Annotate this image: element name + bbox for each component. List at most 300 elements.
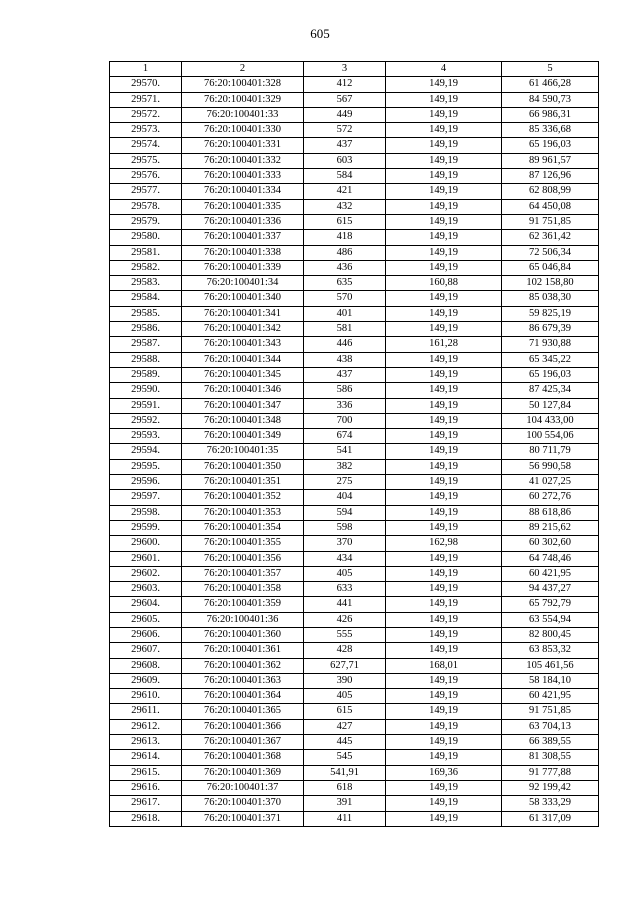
value-cell: 59 825,19 xyxy=(502,306,599,321)
area-cell: 418 xyxy=(304,230,386,245)
rate-cell: 149,19 xyxy=(386,643,502,658)
row-number-cell: 29610. xyxy=(110,689,182,704)
row-number-cell: 29594. xyxy=(110,444,182,459)
area-cell: 437 xyxy=(304,138,386,153)
cadastral-number-cell: 76:20:100401:362 xyxy=(182,658,304,673)
area-cell: 486 xyxy=(304,245,386,260)
table-row xyxy=(110,276,599,291)
row-number-cell: 29578. xyxy=(110,199,182,214)
rate-cell: 149,19 xyxy=(386,566,502,581)
value-cell: 87 126,96 xyxy=(502,169,599,184)
rate-cell: 149,19 xyxy=(386,459,502,474)
area-cell: 567 xyxy=(304,92,386,107)
value-cell: 56 990,58 xyxy=(502,459,599,474)
value-cell: 92 199,42 xyxy=(502,780,599,795)
area-cell: 700 xyxy=(304,413,386,428)
value-cell: 88 618,86 xyxy=(502,505,599,520)
cadastral-number-cell: 76:20:100401:331 xyxy=(182,138,304,153)
table-row xyxy=(110,429,599,444)
row-number-cell: 29600. xyxy=(110,536,182,551)
rate-cell: 149,19 xyxy=(386,520,502,535)
cadastral-number-cell: 76:20:100401:361 xyxy=(182,643,304,658)
table-row xyxy=(110,214,599,229)
value-cell: 63 853,32 xyxy=(502,643,599,658)
rate-cell: 149,19 xyxy=(386,582,502,597)
cadastral-number-cell: 76:20:100401:367 xyxy=(182,735,304,750)
page-number: 605 xyxy=(310,26,330,41)
row-number-cell: 29582. xyxy=(110,260,182,275)
rate-cell: 149,19 xyxy=(386,306,502,321)
area-cell: 432 xyxy=(304,199,386,214)
cadastral-number-cell: 76:20:100401:355 xyxy=(182,536,304,551)
value-cell: 61 466,28 xyxy=(502,77,599,92)
rate-cell: 149,19 xyxy=(386,153,502,168)
cadastral-number-cell: 76:20:100401:33 xyxy=(182,107,304,122)
table-row xyxy=(110,689,599,704)
rate-cell: 149,19 xyxy=(386,367,502,382)
rate-cell: 149,19 xyxy=(386,490,502,505)
row-number-cell: 29614. xyxy=(110,750,182,765)
rate-cell: 149,19 xyxy=(386,245,502,260)
cadastral-number-cell: 76:20:100401:328 xyxy=(182,77,304,92)
cadastral-number-cell: 76:20:100401:365 xyxy=(182,704,304,719)
cadastral-number-cell: 76:20:100401:349 xyxy=(182,429,304,444)
area-cell: 615 xyxy=(304,704,386,719)
area-cell: 615 xyxy=(304,214,386,229)
table-row xyxy=(110,780,599,795)
area-cell: 594 xyxy=(304,505,386,520)
value-cell: 100 554,06 xyxy=(502,429,599,444)
row-number-cell: 29585. xyxy=(110,306,182,321)
rate-cell: 161,28 xyxy=(386,337,502,352)
table-row xyxy=(110,520,599,535)
rate-cell: 168,01 xyxy=(386,658,502,673)
area-cell: 370 xyxy=(304,536,386,551)
area-cell: 412 xyxy=(304,77,386,92)
cadastral-number-cell: 76:20:100401:358 xyxy=(182,582,304,597)
value-cell: 87 425,34 xyxy=(502,383,599,398)
value-cell: 66 986,31 xyxy=(502,107,599,122)
cadastral-number-cell: 76:20:100401:352 xyxy=(182,490,304,505)
rate-cell: 149,19 xyxy=(386,597,502,612)
value-cell: 64 748,46 xyxy=(502,551,599,566)
rate-cell: 162,98 xyxy=(386,536,502,551)
value-cell: 72 506,34 xyxy=(502,245,599,260)
cadastral-number-cell: 76:20:100401:34 xyxy=(182,276,304,291)
row-number-cell: 29577. xyxy=(110,184,182,199)
area-cell: 275 xyxy=(304,475,386,490)
cadastral-number-cell: 76:20:100401:368 xyxy=(182,750,304,765)
row-number-cell: 29612. xyxy=(110,719,182,734)
area-cell: 405 xyxy=(304,566,386,581)
value-cell: 61 317,09 xyxy=(502,811,599,826)
rate-cell: 149,19 xyxy=(386,551,502,566)
value-cell: 66 389,55 xyxy=(502,735,599,750)
area-cell: 541 xyxy=(304,444,386,459)
row-number-cell: 29571. xyxy=(110,92,182,107)
rate-cell: 149,19 xyxy=(386,260,502,275)
cadastral-number-cell: 76:20:100401:338 xyxy=(182,245,304,260)
value-cell: 62 361,42 xyxy=(502,230,599,245)
area-cell: 421 xyxy=(304,184,386,199)
value-cell: 65 196,03 xyxy=(502,367,599,382)
cadastral-number-cell: 76:20:100401:330 xyxy=(182,123,304,138)
row-number-cell: 29598. xyxy=(110,505,182,520)
area-cell: 382 xyxy=(304,459,386,474)
column-header: 1 xyxy=(110,62,182,77)
table-row xyxy=(110,582,599,597)
row-number-cell: 29601. xyxy=(110,551,182,566)
cadastral-number-cell: 76:20:100401:348 xyxy=(182,413,304,428)
cadastral-number-cell: 76:20:100401:35 xyxy=(182,444,304,459)
area-cell: 449 xyxy=(304,107,386,122)
area-cell: 428 xyxy=(304,643,386,658)
rate-cell: 169,36 xyxy=(386,765,502,780)
rate-cell: 149,19 xyxy=(386,719,502,734)
value-cell: 85 336,68 xyxy=(502,123,599,138)
rate-cell: 149,19 xyxy=(386,735,502,750)
rate-cell: 149,19 xyxy=(386,291,502,306)
rate-cell: 149,19 xyxy=(386,77,502,92)
value-cell: 89 215,62 xyxy=(502,520,599,535)
area-cell: 586 xyxy=(304,383,386,398)
row-number-cell: 29596. xyxy=(110,475,182,490)
table-row xyxy=(110,750,599,765)
area-cell: 570 xyxy=(304,291,386,306)
rate-cell: 149,19 xyxy=(386,444,502,459)
cadastral-number-cell: 76:20:100401:364 xyxy=(182,689,304,704)
value-cell: 62 808,99 xyxy=(502,184,599,199)
row-number-cell: 29572. xyxy=(110,107,182,122)
rate-cell: 149,19 xyxy=(386,505,502,520)
row-number-cell: 29604. xyxy=(110,597,182,612)
rate-cell: 149,19 xyxy=(386,107,502,122)
row-number-cell: 29606. xyxy=(110,627,182,642)
value-cell: 63 704,13 xyxy=(502,719,599,734)
rate-cell: 149,19 xyxy=(386,612,502,627)
cadastral-number-cell: 76:20:100401:370 xyxy=(182,796,304,811)
value-cell: 91 751,85 xyxy=(502,704,599,719)
area-cell: 581 xyxy=(304,322,386,337)
area-cell: 401 xyxy=(304,306,386,321)
value-cell: 104 433,00 xyxy=(502,413,599,428)
rate-cell: 149,19 xyxy=(386,398,502,413)
table-row xyxy=(110,367,599,382)
table-row xyxy=(110,673,599,688)
rate-cell: 149,19 xyxy=(386,780,502,795)
table-row xyxy=(110,735,599,750)
table-row xyxy=(110,704,599,719)
row-number-cell: 29608. xyxy=(110,658,182,673)
column-header: 2 xyxy=(182,62,304,77)
value-cell: 81 308,55 xyxy=(502,750,599,765)
table-row xyxy=(110,811,599,826)
cadastral-number-cell: 76:20:100401:356 xyxy=(182,551,304,566)
area-cell: 635 xyxy=(304,276,386,291)
value-cell: 60 421,95 xyxy=(502,689,599,704)
row-number-cell: 29587. xyxy=(110,337,182,352)
area-cell: 603 xyxy=(304,153,386,168)
table-row xyxy=(110,765,599,780)
cadastral-number-cell: 76:20:100401:347 xyxy=(182,398,304,413)
rate-cell: 149,19 xyxy=(386,475,502,490)
table-row xyxy=(110,77,599,92)
cadastral-number-cell: 76:20:100401:354 xyxy=(182,520,304,535)
rate-cell: 149,19 xyxy=(386,796,502,811)
cadastral-number-cell: 76:20:100401:353 xyxy=(182,505,304,520)
value-cell: 82 800,45 xyxy=(502,627,599,642)
table-row xyxy=(110,92,599,107)
cadastral-number-cell: 76:20:100401:371 xyxy=(182,811,304,826)
table-row xyxy=(110,627,599,642)
table-row xyxy=(110,505,599,520)
table-row xyxy=(110,123,599,138)
cadastral-number-cell: 76:20:100401:351 xyxy=(182,475,304,490)
area-cell: 391 xyxy=(304,796,386,811)
row-number-cell: 29613. xyxy=(110,735,182,750)
rate-cell: 149,19 xyxy=(386,689,502,704)
value-cell: 91 751,85 xyxy=(502,214,599,229)
area-cell: 336 xyxy=(304,398,386,413)
column-header: 5 xyxy=(502,62,599,77)
table-row xyxy=(110,199,599,214)
table-row xyxy=(110,719,599,734)
area-cell: 445 xyxy=(304,735,386,750)
rate-cell: 149,19 xyxy=(386,184,502,199)
value-cell: 94 437,27 xyxy=(502,582,599,597)
table-row xyxy=(110,398,599,413)
rate-cell: 149,19 xyxy=(386,413,502,428)
row-number-cell: 29575. xyxy=(110,153,182,168)
cadastral-number-cell: 76:20:100401:339 xyxy=(182,260,304,275)
cadastral-number-cell: 76:20:100401:343 xyxy=(182,337,304,352)
table-row xyxy=(110,352,599,367)
row-number-cell: 29595. xyxy=(110,459,182,474)
cadastral-number-cell: 76:20:100401:342 xyxy=(182,322,304,337)
row-number-cell: 29593. xyxy=(110,429,182,444)
row-number-cell: 29583. xyxy=(110,276,182,291)
table-row xyxy=(110,260,599,275)
row-number-cell: 29616. xyxy=(110,780,182,795)
cadastral-number-cell: 76:20:100401:366 xyxy=(182,719,304,734)
table-row xyxy=(110,796,599,811)
rate-cell: 149,19 xyxy=(386,704,502,719)
table-row xyxy=(110,658,599,673)
value-cell: 63 554,94 xyxy=(502,612,599,627)
row-number-cell: 29599. xyxy=(110,520,182,535)
table-row xyxy=(110,475,599,490)
rate-cell: 149,19 xyxy=(386,214,502,229)
table-row xyxy=(110,551,599,566)
area-cell: 438 xyxy=(304,352,386,367)
rate-cell: 149,19 xyxy=(386,199,502,214)
cadastral-number-cell: 76:20:100401:333 xyxy=(182,169,304,184)
cadastral-number-cell: 76:20:100401:334 xyxy=(182,184,304,199)
table-row xyxy=(110,153,599,168)
row-number-cell: 29607. xyxy=(110,643,182,658)
row-number-cell: 29615. xyxy=(110,765,182,780)
row-number-cell: 29602. xyxy=(110,566,182,581)
column-header: 4 xyxy=(386,62,502,77)
value-cell: 80 711,79 xyxy=(502,444,599,459)
row-number-cell: 29592. xyxy=(110,413,182,428)
value-cell: 64 450,08 xyxy=(502,199,599,214)
row-number-cell: 29618. xyxy=(110,811,182,826)
area-cell: 411 xyxy=(304,811,386,826)
value-cell: 65 792,79 xyxy=(502,597,599,612)
area-cell: 446 xyxy=(304,337,386,352)
value-cell: 86 679,39 xyxy=(502,322,599,337)
value-cell: 84 590,73 xyxy=(502,92,599,107)
area-cell: 545 xyxy=(304,750,386,765)
table-row xyxy=(110,490,599,505)
rate-cell: 149,19 xyxy=(386,429,502,444)
table-row xyxy=(110,536,599,551)
value-cell: 60 421,95 xyxy=(502,566,599,581)
row-number-cell: 29591. xyxy=(110,398,182,413)
table-row xyxy=(110,612,599,627)
area-cell: 674 xyxy=(304,429,386,444)
value-cell: 41 027,25 xyxy=(502,475,599,490)
cadastral-number-cell: 76:20:100401:332 xyxy=(182,153,304,168)
row-number-cell: 29605. xyxy=(110,612,182,627)
row-number-cell: 29579. xyxy=(110,214,182,229)
cadastral-number-cell: 76:20:100401:329 xyxy=(182,92,304,107)
row-number-cell: 29617. xyxy=(110,796,182,811)
cadastral-number-cell: 76:20:100401:346 xyxy=(182,383,304,398)
cadastral-number-cell: 76:20:100401:344 xyxy=(182,352,304,367)
cadastral-number-cell: 76:20:100401:336 xyxy=(182,214,304,229)
area-cell: 405 xyxy=(304,689,386,704)
row-number-cell: 29586. xyxy=(110,322,182,337)
row-number-cell: 29611. xyxy=(110,704,182,719)
row-number-cell: 29609. xyxy=(110,673,182,688)
row-number-cell: 29581. xyxy=(110,245,182,260)
table-row xyxy=(110,643,599,658)
table-row xyxy=(110,138,599,153)
area-cell: 434 xyxy=(304,551,386,566)
table-row xyxy=(110,566,599,581)
value-cell: 85 038,30 xyxy=(502,291,599,306)
table-row xyxy=(110,245,599,260)
cadastral-number-cell: 76:20:100401:36 xyxy=(182,612,304,627)
row-number-cell: 29589. xyxy=(110,367,182,382)
value-cell: 102 158,80 xyxy=(502,276,599,291)
table-row xyxy=(110,169,599,184)
rate-cell: 149,19 xyxy=(386,352,502,367)
table-row xyxy=(110,306,599,321)
rate-cell: 149,19 xyxy=(386,811,502,826)
table-row xyxy=(110,383,599,398)
row-number-cell: 29597. xyxy=(110,490,182,505)
area-cell: 390 xyxy=(304,673,386,688)
column-header: 3 xyxy=(304,62,386,77)
cadastral-number-cell: 76:20:100401:341 xyxy=(182,306,304,321)
data-table xyxy=(109,61,599,827)
row-number-cell: 29574. xyxy=(110,138,182,153)
rate-cell: 149,19 xyxy=(386,169,502,184)
cadastral-number-cell: 76:20:100401:345 xyxy=(182,367,304,382)
area-cell: 541,91 xyxy=(304,765,386,780)
cadastral-number-cell: 76:20:100401:359 xyxy=(182,597,304,612)
value-cell: 50 127,84 xyxy=(502,398,599,413)
area-cell: 633 xyxy=(304,582,386,597)
table-row xyxy=(110,413,599,428)
value-cell: 58 333,29 xyxy=(502,796,599,811)
row-number-cell: 29570. xyxy=(110,77,182,92)
cadastral-number-cell: 76:20:100401:360 xyxy=(182,627,304,642)
table-row xyxy=(110,322,599,337)
area-cell: 437 xyxy=(304,367,386,382)
rate-cell: 149,19 xyxy=(386,673,502,688)
value-cell: 60 272,76 xyxy=(502,490,599,505)
area-cell: 627,71 xyxy=(304,658,386,673)
row-number-cell: 29580. xyxy=(110,230,182,245)
cadastral-number-cell: 76:20:100401:335 xyxy=(182,199,304,214)
area-cell: 427 xyxy=(304,719,386,734)
area-cell: 404 xyxy=(304,490,386,505)
row-number-cell: 29573. xyxy=(110,123,182,138)
rate-cell: 149,19 xyxy=(386,230,502,245)
row-number-cell: 29588. xyxy=(110,352,182,367)
rate-cell: 149,19 xyxy=(386,750,502,765)
cadastral-number-cell: 76:20:100401:37 xyxy=(182,780,304,795)
area-cell: 572 xyxy=(304,123,386,138)
value-cell: 65 196,03 xyxy=(502,138,599,153)
row-number-cell: 29576. xyxy=(110,169,182,184)
rate-cell: 160,88 xyxy=(386,276,502,291)
value-cell: 91 777,88 xyxy=(502,765,599,780)
area-cell: 618 xyxy=(304,780,386,795)
table-row xyxy=(110,444,599,459)
value-cell: 89 961,57 xyxy=(502,153,599,168)
area-cell: 584 xyxy=(304,169,386,184)
header-row xyxy=(110,62,599,77)
row-number-cell: 29603. xyxy=(110,582,182,597)
area-cell: 426 xyxy=(304,612,386,627)
rate-cell: 149,19 xyxy=(386,383,502,398)
table-row xyxy=(110,337,599,352)
area-cell: 555 xyxy=(304,627,386,642)
table-row xyxy=(110,459,599,474)
cadastral-number-cell: 76:20:100401:369 xyxy=(182,765,304,780)
rate-cell: 149,19 xyxy=(386,627,502,642)
cadastral-number-cell: 76:20:100401:363 xyxy=(182,673,304,688)
table-body xyxy=(110,77,599,827)
rate-cell: 149,19 xyxy=(386,92,502,107)
cadastral-number-cell: 76:20:100401:350 xyxy=(182,459,304,474)
cadastral-number-cell: 76:20:100401:340 xyxy=(182,291,304,306)
value-cell: 71 930,88 xyxy=(502,337,599,352)
area-cell: 436 xyxy=(304,260,386,275)
area-cell: 441 xyxy=(304,597,386,612)
value-cell: 58 184,10 xyxy=(502,673,599,688)
cadastral-number-cell: 76:20:100401:357 xyxy=(182,566,304,581)
table-row xyxy=(110,107,599,122)
rate-cell: 149,19 xyxy=(386,322,502,337)
value-cell: 65 345,22 xyxy=(502,352,599,367)
value-cell: 60 302,60 xyxy=(502,536,599,551)
table-row xyxy=(110,230,599,245)
cadastral-number-cell: 76:20:100401:337 xyxy=(182,230,304,245)
rate-cell: 149,19 xyxy=(386,138,502,153)
value-cell: 105 461,56 xyxy=(502,658,599,673)
area-cell: 598 xyxy=(304,520,386,535)
rate-cell: 149,19 xyxy=(386,123,502,138)
table-row xyxy=(110,597,599,612)
value-cell: 65 046,84 xyxy=(502,260,599,275)
row-number-cell: 29584. xyxy=(110,291,182,306)
